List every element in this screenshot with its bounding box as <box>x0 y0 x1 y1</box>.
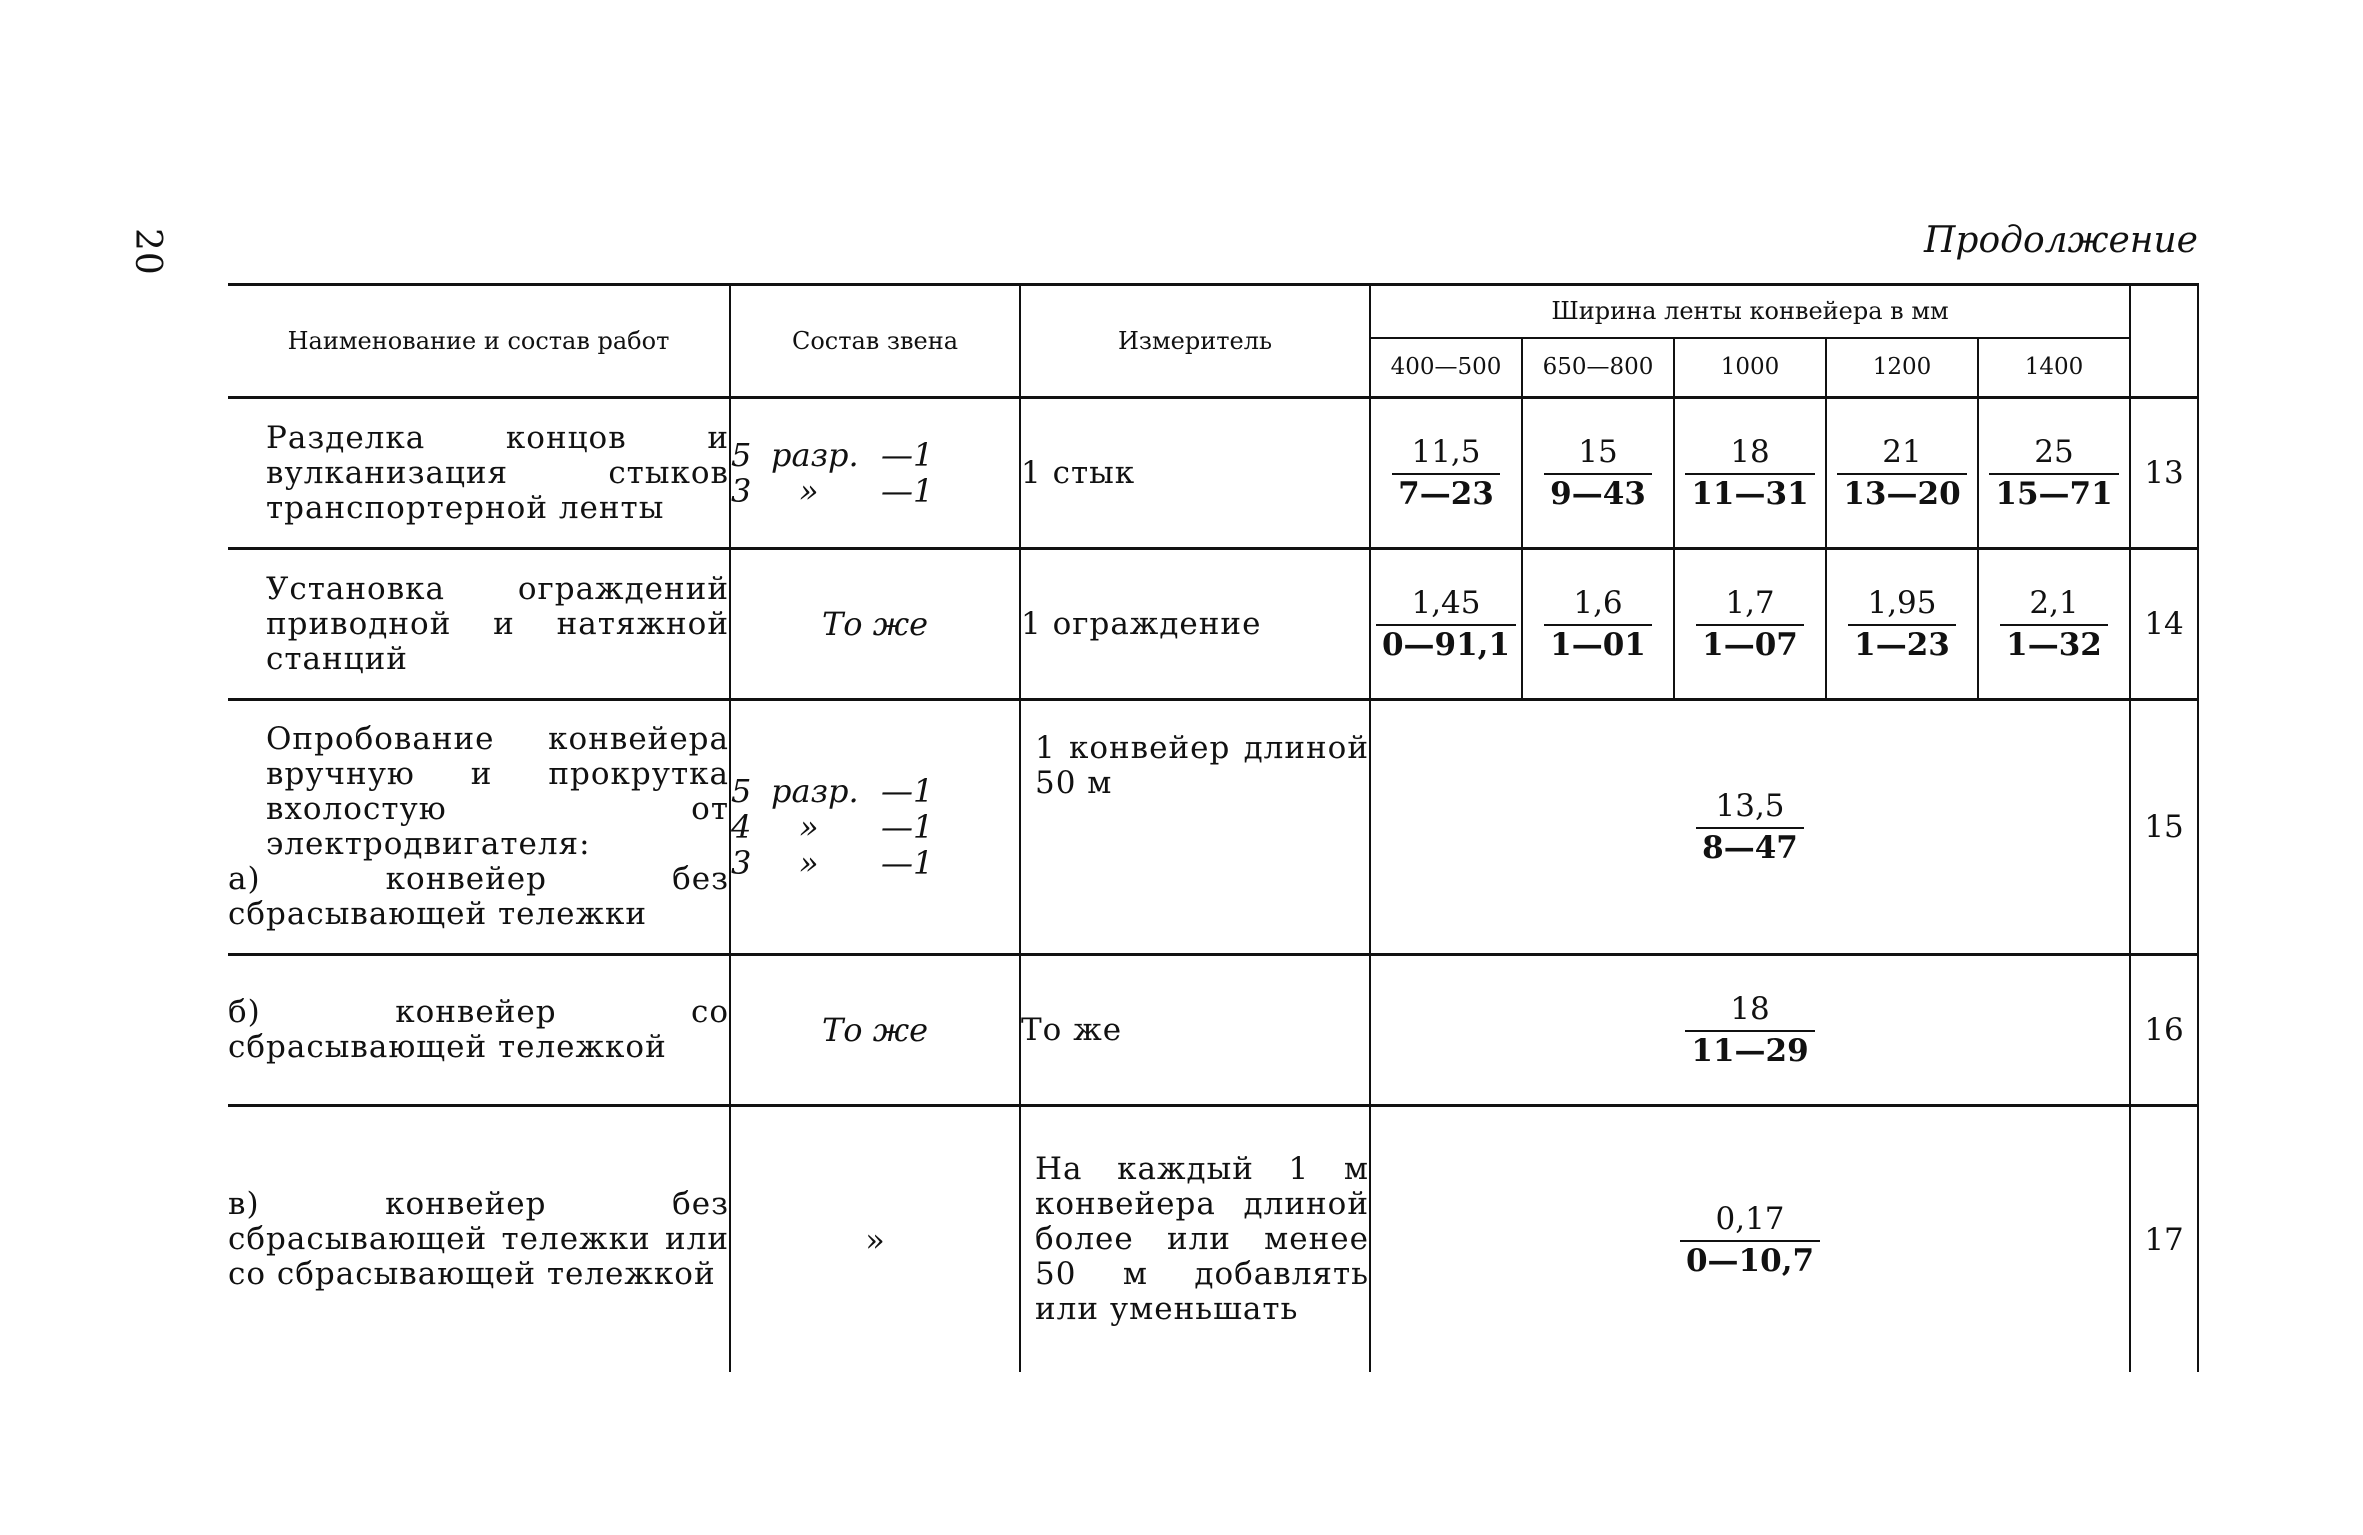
norms-table <box>228 283 2199 1372</box>
row-code: 16 <box>2130 955 2198 1106</box>
table-row <box>228 955 2198 1106</box>
value-cell: $\frac{18}{11—31}$ <box>1674 398 1826 549</box>
crew-composition: То же <box>730 549 1020 700</box>
crew-composition: 5 разр. —1 4 » —1 3 » —1 <box>730 700 1020 955</box>
crew-composition: То же <box>730 955 1020 1106</box>
header-name: Наименование и состав работ <box>228 285 730 398</box>
table-row <box>228 700 2198 955</box>
crew-composition: 5 разр. —1 3 » —1 <box>730 398 1020 549</box>
header-unit: Измеритель <box>1020 285 1370 398</box>
work-name: Разделка концов и вулканизация стыков транспортерной ленты <box>228 398 730 549</box>
value-cell: $\frac{15}{9—43}$ <box>1522 398 1674 549</box>
page-number: 20 <box>127 228 168 276</box>
header-crew: Состав звена <box>730 285 1020 398</box>
value-cell: $\frac{1,7}{1—07}$ <box>1674 549 1826 700</box>
unit-measure: 1 конвейер длиной 50 м <box>1020 700 1370 955</box>
value-cell: $\frac{13,5}{8—47}$ <box>1370 700 2130 955</box>
value-cell: $\frac{0,17}{0—10,7}$ <box>1370 1106 2130 1373</box>
unit-measure: На каждый 1 м конвейера длиной более или менее 50 м добавлять или уменьшать <box>1020 1106 1370 1373</box>
value-cell: $\frac{11,5}{7—23}$ <box>1370 398 1522 549</box>
value-cell: $\frac{1,45}{0—91,1}$ <box>1370 549 1522 700</box>
row-code: 14 <box>2130 549 2198 700</box>
row-code: 17 <box>2130 1106 2198 1373</box>
work-name: б) конвейер со сбрасывающей тележкой <box>228 955 730 1106</box>
header-width-col: 1000 <box>1674 338 1826 398</box>
table-row <box>228 398 2198 549</box>
header-belt-width: Ширина ленты конвейера в мм <box>1370 285 2130 338</box>
unit-measure: 1 ограждение <box>1020 549 1370 700</box>
value-cell: $\frac{1,95}{1—23}$ <box>1826 549 1978 700</box>
row-code: 13 <box>2130 398 2198 549</box>
table-row <box>228 549 2198 700</box>
header-width-col: 650—800 <box>1522 338 1674 398</box>
value-cell: $\frac{21}{13—20}$ <box>1826 398 1978 549</box>
row-code: 15 <box>2130 700 2198 955</box>
work-name: в) конвейер без сбрасывающей тележки или со сбрасывающей тележкой <box>228 1106 730 1373</box>
header-code <box>2130 285 2198 398</box>
value-cell: $\frac{1,6}{1—01}$ <box>1522 549 1674 700</box>
header-width-col: 1200 <box>1826 338 1978 398</box>
work-name: Опробование конвейера вручную и прокрутка вхолостую от электродвигателя: а) конвейер без сбрасывающей тележки <box>228 700 730 955</box>
value-cell: $\frac{2,1}{1—32}$ <box>1978 549 2130 700</box>
header-width-col: 1400 <box>1978 338 2130 398</box>
header-width-col: 400—500 <box>1370 338 1522 398</box>
continuation-label: Продолжение <box>1924 220 2198 261</box>
table-row <box>228 1106 2198 1373</box>
value-cell: $\frac{18}{11—29}$ <box>1370 955 2130 1106</box>
unit-measure: То же <box>1020 955 1370 1106</box>
unit-measure: 1 стык <box>1020 398 1370 549</box>
work-name: Установка ограждений приводной и натяжной станций <box>228 549 730 700</box>
value-cell: $\frac{25}{15—71}$ <box>1978 398 2130 549</box>
crew-composition: » <box>730 1106 1020 1373</box>
